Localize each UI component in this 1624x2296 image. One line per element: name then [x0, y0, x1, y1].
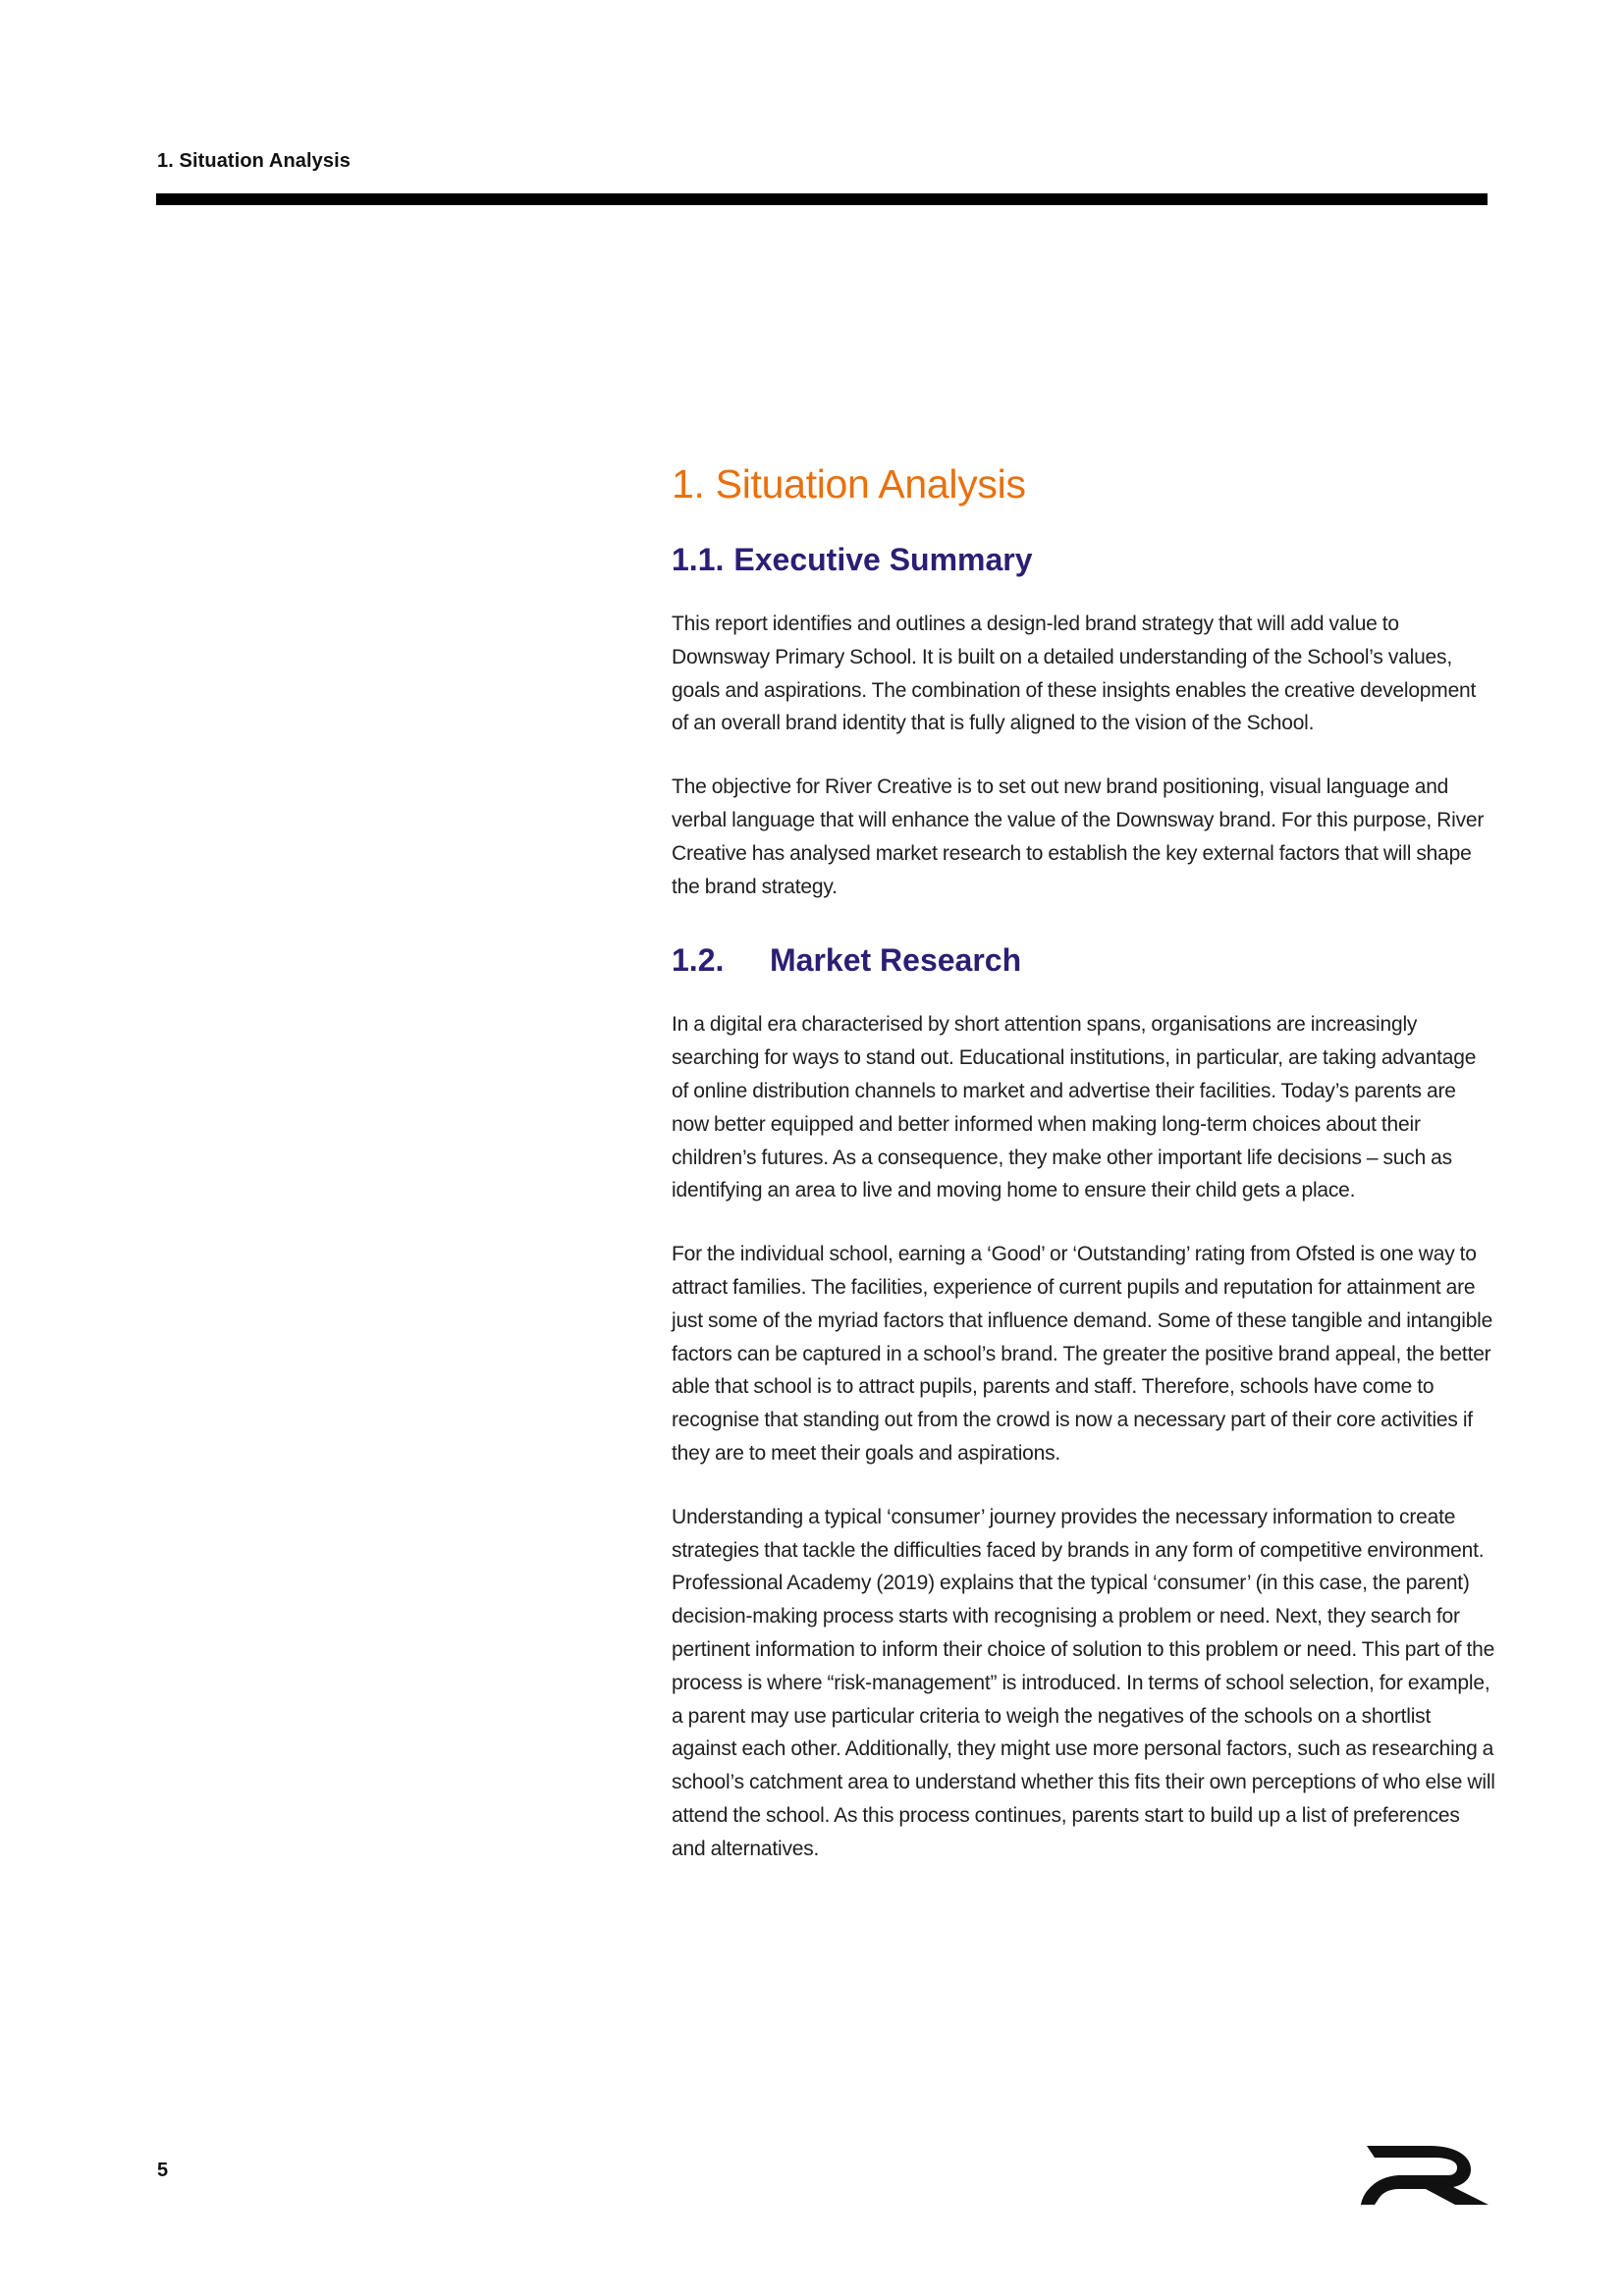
- section-title: Executive Summary: [733, 542, 1033, 577]
- section-title: Market Research: [770, 942, 1022, 979]
- chapter-title: 1. Situation Analysis: [672, 461, 1026, 507]
- header-rule: [156, 193, 1488, 205]
- paragraph: For the individual school, earning a ‘Good’ or ‘Outstanding’ rating from Ofsted is one way to attract families. The facilities, experience of current pupils and reputation for attainment are just some of the myriad factors that influence demand. Some of these tangible and intangible factors can be captured in a school’s brand. The greater the positive brand appeal, the better able that school is to attract pupils, parents and staff. Therefore, schools have come to recognise that standing out from the crowd is now a necessary part of their core activities if they are to meet their goals and aspirations.: [672, 1243, 1493, 1465]
- page-number: 5: [157, 2160, 169, 2181]
- main-content: [672, 454, 1496, 1866]
- running-header: 1. Situation Analysis: [157, 150, 351, 172]
- paragraph: The objective for River Creative is to set out new brand positioning, visual language and verbal language that will enhance the value of the Downsway brand. For this purpose, River Creative has analysed market research to establish the key external factors that will shape the brand strategy.: [672, 775, 1485, 898]
- river-creative-logo-icon: [1361, 2142, 1490, 2209]
- section-number: 1.2.: [672, 942, 725, 979]
- paragraph: This report identifies and outlines a design-led brand strategy that will add value to Downsway Primary School. It is built on a detailed understanding of the School’s values, goals and aspirations. The combination of these insights enables the creative development of an overall brand identity that is fully aligned to the vision of the School.: [672, 613, 1477, 735]
- paragraph: In a digital era characterised by short attention spans, organisations are increasingly searching for ways to stand out. Educational institutions, in particular, are taking advantage of online distribution channels to market and advertise their facilities. Today’s parents are now better equipped and better informed when making long-term choices about their children’s futures. As a consequence, they make other important life decisions – such as identifying an area to live and moving home to ensure their child gets a place.: [672, 1013, 1477, 1202]
- section-heading-market-research: [672, 940, 1496, 980]
- paragraph: Understanding a typical ‘consumer’ journey provides the necessary information to create strategies that tackle the difficulties faced by brands in any form of competitive environment. Professional Academy (2019) explains that the typical ‘consumer’ (in this case, the parent) decision-making process starts with recognising a problem or need. Next, they search for pertinent information to inform their choice of solution to this problem or need. This part of the process is where “risk-management” is introduced. In terms of school selection, for example, a parent may use particular criteria to weigh the negatives of the schools on a shortlist against each other. Additionally, they might use more personal factors, such as researching a school’s catchment area to understand whether this fits their own perceptions of who else will attend the school. As this process continues, parents start to build up a list of preferences and alternatives.: [672, 1505, 1495, 1860]
- section-heading-executive-summary: [672, 540, 1496, 579]
- section-number: 1.1.: [672, 542, 725, 577]
